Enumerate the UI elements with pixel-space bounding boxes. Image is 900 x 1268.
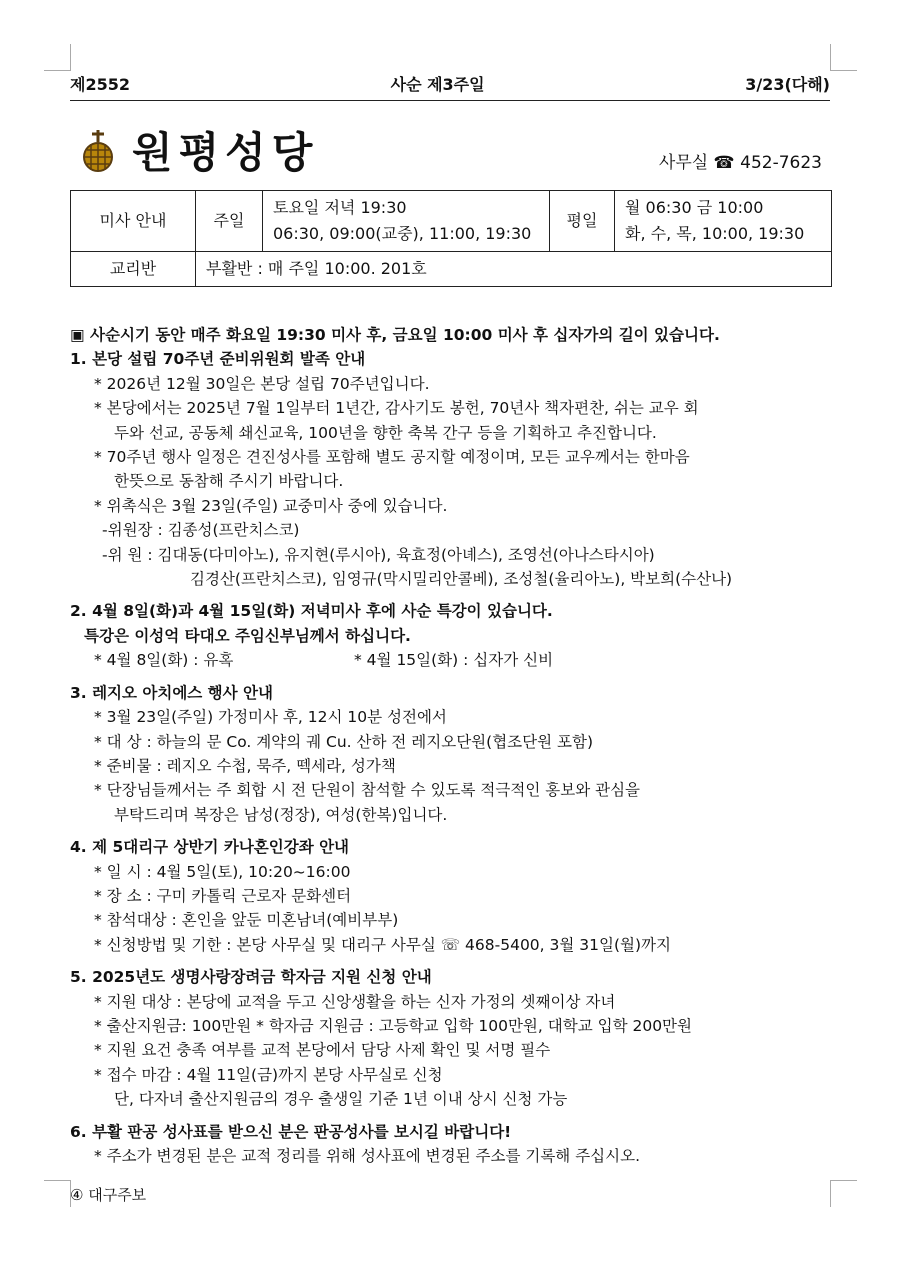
section-4-line: * 신청방법 및 기한 : 본당 사무실 및 대리구 사무실 ☏ 468-5400, 3월 31일(월)까지: [94, 935, 671, 954]
mass-schedule-table: [70, 190, 832, 287]
lecture-2: * 4월 15일(화) : 십자가 신비: [354, 651, 554, 670]
section-4-line: * 일 시 : 4월 5일(토), 10:20~16:00: [94, 862, 351, 881]
church-dome-cross-icon: [76, 128, 120, 172]
section-4-line: * 참석대상 : 혼인을 앞둔 미혼남녀(예비부부): [94, 911, 399, 930]
sunday-times-line1: 토요일 저녁 19:30: [273, 198, 407, 217]
section-1-line: * 70주년 행사 일정은 견진성사를 포함해 별도 공지할 예정이며, 모든 교우께서는 한마음: [94, 448, 690, 467]
section-1-line: * 2026년 12월 30일은 본당 설립 70주년입니다.: [94, 374, 430, 393]
section-5-line: * 지원 요건 충족 여부를 교적 본당에서 담당 사제 확인 및 서명 필수: [94, 1041, 551, 1060]
liturgical-season: 사순 제3주일: [390, 74, 485, 94]
section-3-line: * 단장님들께서는 주 회합 시 전 단원이 참석할 수 있도록 적극적인 홍보와 관심을: [94, 781, 641, 800]
parish-title: 원평성당: [132, 128, 319, 177]
page-footer: ④ 대구주보: [70, 1186, 147, 1204]
weekday-label: 평일: [550, 191, 615, 252]
catechism-value: 부활반 : 매 주일 10:00. 201호: [196, 252, 832, 287]
sunday-times: [263, 191, 550, 252]
weekday-times-line2: 화, 수, 목, 10:00, 19:30: [625, 224, 805, 243]
issue-number: 제2552: [70, 74, 130, 94]
notices-body: [70, 323, 835, 1168]
section-5-line: * 출산지원금: 100만원 * 학자금 지원금 : 고등학교 입학 100만원, 대학교 입학 200만원: [94, 1016, 692, 1035]
weekday-times-line1: 월 06:30 금 10:00: [625, 198, 764, 217]
section-4-line: * 장 소 : 구미 카톨릭 근로자 문화센터: [94, 886, 352, 905]
section-3-line: * 준비물 : 레지오 수첩, 묵주, 떽세라, 성가책: [94, 756, 396, 775]
bulletin-date: 3/23(다해): [745, 74, 830, 94]
crop-mark-bottom-left: [44, 1180, 71, 1207]
committee-members: -위 원 : 김대동(다미아노), 유지현(루시아), 육효정(아녜스), 조영선(아나스타시아): [102, 545, 655, 564]
header-divider: [70, 100, 830, 101]
crop-mark-top-right: [830, 44, 857, 71]
section-5-line: 단, 다자녀 출산지원금의 경우 출생일 기준 1년 이내 상시 신청 가능: [114, 1090, 568, 1109]
mass-row: [71, 191, 832, 252]
sunday-times-line2: 06:30, 09:00(교중), 11:00, 19:30: [273, 224, 532, 243]
section-6-line: * 주소가 변경된 분은 교적 정리를 위해 성사표에 변경된 주소를 기록해 주십시오.: [94, 1147, 641, 1165]
section-1-title: 1. 본당 설립 70주년 준비위원회 발족 안내: [70, 350, 366, 369]
section-5-line: * 접수 마감 : 4월 11일(금)까지 본당 사무실로 신청: [94, 1065, 443, 1084]
bulletin-header: [70, 68, 830, 98]
catechism-row: [71, 252, 832, 287]
section-3-line: * 3월 23일(주일) 가정미사 후, 12시 10분 성전에서: [94, 708, 447, 727]
section-6-title: 6. 부활 판공 성사표를 받으신 분은 판공성사를 보시길 바랍니다!: [70, 1122, 512, 1141]
section-5-title: 5. 2025년도 생명사랑장려금 학자금 지원 신청 안내: [70, 968, 432, 987]
section-3-line: * 대 상 : 하늘의 문 Co. 계약의 궤 Cu. 산하 전 레지오단원(협조단원 포함): [94, 732, 594, 751]
section-3-line: 부탁드리며 복장은 남성(정장), 여성(한복)입니다.: [114, 805, 448, 824]
section-1-line: * 본당에서는 2025년 7월 1일부터 1년간, 감사기도 봉헌, 70년사 책자편찬, 쉬는 교우 회: [94, 399, 699, 418]
section-4-title: 4. 제 5대리구 상반기 카나혼인강좌 안내: [70, 838, 350, 857]
section-1-line: 두와 선교, 공동체 쇄신교육, 100년을 향한 축복 간구 등을 기획하고 추진합니다.: [114, 423, 657, 442]
crop-mark-top-left: [44, 44, 71, 71]
section-2-title: 2. 4월 8일(화)과 4월 15일(화) 저녁미사 후에 사순 특강이 있습니다.: [70, 602, 553, 621]
committee-members-cont: 김경산(프란치스코), 임영규(막시밀리안콜베), 조성철(율리아노), 박보희(수산나): [190, 570, 733, 589]
office-phone: 사무실 ☎ 452-7623: [658, 153, 822, 173]
catechism-label: 교리반: [71, 252, 196, 287]
lent-notice: ▣ 사순시기 동안 매주 화요일 19:30 미사 후, 금요일 10:00 미사 후 십자가의 길이 있습니다.: [70, 326, 720, 344]
committee-chair: -위원장 : 김종성(프란치스코): [102, 521, 300, 540]
section-2-line: 특강은 이성억 타대오 주임신부님께서 하십니다.: [84, 626, 411, 645]
section-2-lectures: [70, 648, 835, 672]
section-3-title: 3. 레지오 아치에스 행사 안내: [70, 683, 273, 702]
crop-mark-bottom-right: [830, 1180, 857, 1207]
lecture-1: * 4월 8일(화) : 유혹: [94, 651, 234, 670]
mass-label: 미사 안내: [71, 191, 196, 252]
parish-title-block: [76, 120, 318, 180]
weekday-times: [615, 191, 832, 252]
sunday-label: 주일: [196, 191, 263, 252]
section-1-line: 한뜻으로 동참해 주시기 바랍니다.: [114, 472, 344, 491]
section-5-line: * 지원 대상 : 본당에 교적을 두고 신앙생활을 하는 신자 가정의 셋째이상 자녀: [94, 992, 616, 1011]
section-1-line: * 위촉식은 3월 23일(주일) 교중미사 중에 있습니다.: [94, 496, 448, 515]
